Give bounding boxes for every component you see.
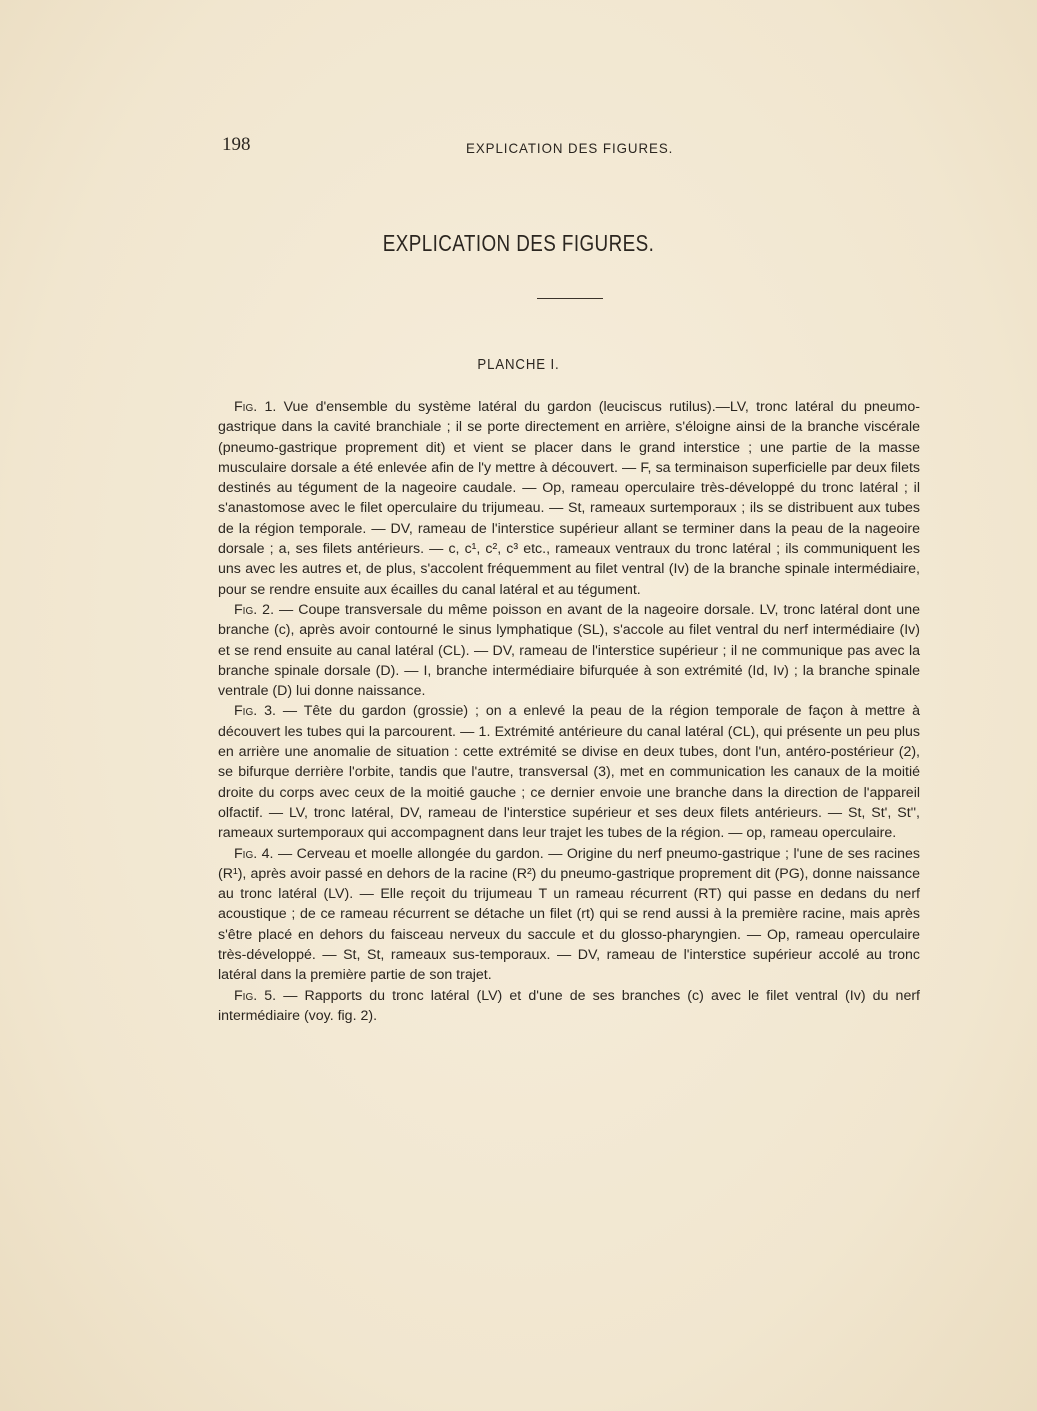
title-rule bbox=[537, 298, 603, 299]
figure-label: Fig. 2. bbox=[234, 601, 275, 618]
figure-text: — Tête du gardon (grossie) ; on a enlevé la peau de la région temporale de façon à mettre à découvert les tubes qui la parcourent. — 1. Extrémité antérieure du canal latéral (CL), qui présente un peu plus en arrière une anomalie de situation : cette extrémité se divise en deux tubes, dont l'un, antéro-postérieur (2), se bifurque derrière l'orbite, tandis que l'autre, transversal (3), met en communication les canaux de la moitié droite du corps avec ceux de la moitié gauche ; ce dernier envoie une branche dans la direction de l'appareil olfactif. — LV, tronc latéral, DV, rameau de l'interstice supérieur et ses deux filets antérieurs. — St, St', St'', rameaux surtemporaux qui accompagnent dans leur trajet les tubes de la région. — op, rameau operculaire. bbox=[218, 703, 920, 842]
figure-paragraph-5 bbox=[218, 986, 920, 1027]
figure-label: Fig. 3. bbox=[234, 703, 276, 720]
figure-text: Vue d'ensemble du système latéral du gardon (leuciscus rutilus).—LV, tronc latéral du pneumo-gastrique dans la cavité branchiale ; il se porte directement en arrière, s'éloigne ainsi de la branche viscérale (pneumo-gastrique proprement dit) et vient se placer dans le grand interstice ; une partie de la masse musculaire dorsale a été enlevée afin de l'y mettre à découvert. — F, sa terminaison superficielle par deux filets destinés au tégument de la nageoire caudale. — Op, rameau operculaire très-développé du tronc latéral ; il s'anastomose avec le filet operculaire du trijumeau. — St, rameaux surtemporaux ; ils se distribuent aux tubes de la région temporale. — DV, rameau de l'interstice supérieur allant se terminer dans la peau de la nageoire dorsale ; a, ses filets antérieurs. — c, c¹, c², c³ etc., rameaux ventraux du tronc latéral ; ils communiquent les uns avec les autres et, de plus, s'accolent fréquemment au filet ventral (Iv) de la branche spinale intermédiaire, pour se rendre ensuite aux écailles du canal latéral et au tégument. bbox=[218, 399, 920, 598]
page-title: EXPLICATION DES FIGURES. bbox=[382, 230, 655, 256]
figure-paragraph-1 bbox=[218, 397, 920, 600]
figure-label: Fig. 5. bbox=[234, 987, 277, 1004]
page-number: 198 bbox=[222, 134, 251, 155]
section-title: PLANCHE I. bbox=[477, 356, 560, 373]
running-title: EXPLICATION DES FIGURES. bbox=[466, 140, 674, 156]
figure-label: Fig. 1. bbox=[234, 399, 277, 415]
figure-paragraph-4 bbox=[218, 844, 920, 986]
figure-label: Fig. 4. bbox=[234, 845, 274, 862]
figure-paragraph-3 bbox=[218, 701, 920, 843]
figure-text: — Rapports du tronc latéral (LV) et d'une de ses branches (c) avec le filet ventral (Iv) du nerf intermédiaire (voy. fig. 2). bbox=[218, 987, 921, 1024]
running-head bbox=[218, 134, 918, 160]
figure-text: — Cerveau et moelle allongée du gardon. — Origine du nerf pneumo-gastrique ; l'une de ses racines (R¹), après avoir passé en dehors de la racine (R²) du pneumo-gastrique proprement dit (PG), donne naissance au tronc latéral (LV). — Elle reçoit du trijumeau T un rameau récurrent (RT) qui passe en dedans du nerf acoustique ; de ce rameau récurrent se détache un filet (rt) qui se rend aussi à la première racine, mais après s'être placé en dehors du faisceau nerveux du saccule et du glosso-pharyngien. — Op, rameau operculaire très-développé. — St, St, rameaux sus-temporaux. — DV, rameau de l'interstice supérieur accolé au tronc latéral dans la première partie de son trajet. bbox=[218, 845, 920, 984]
figure-text: — Coupe transversale du même poisson en avant de la nageoire dorsale. LV, tronc latéral dont une branche (c), après avoir contourné le sinus lymphatique (SL), s'accole au filet ventral du nerf intermédiaire (Iv) et se rend ensuite au canal latéral (CL). — DV, rameau de l'interstice supérieur ; il ne communique pas avec la branche spinale dorsale (D). — I, branche intermédiaire bifurquée à son extrémité (Id, Iv) ; la branche spinale ventrale (D) lui donne naissance. bbox=[218, 601, 920, 700]
figure-explanations bbox=[218, 397, 920, 1026]
figure-paragraph-2 bbox=[218, 600, 920, 701]
